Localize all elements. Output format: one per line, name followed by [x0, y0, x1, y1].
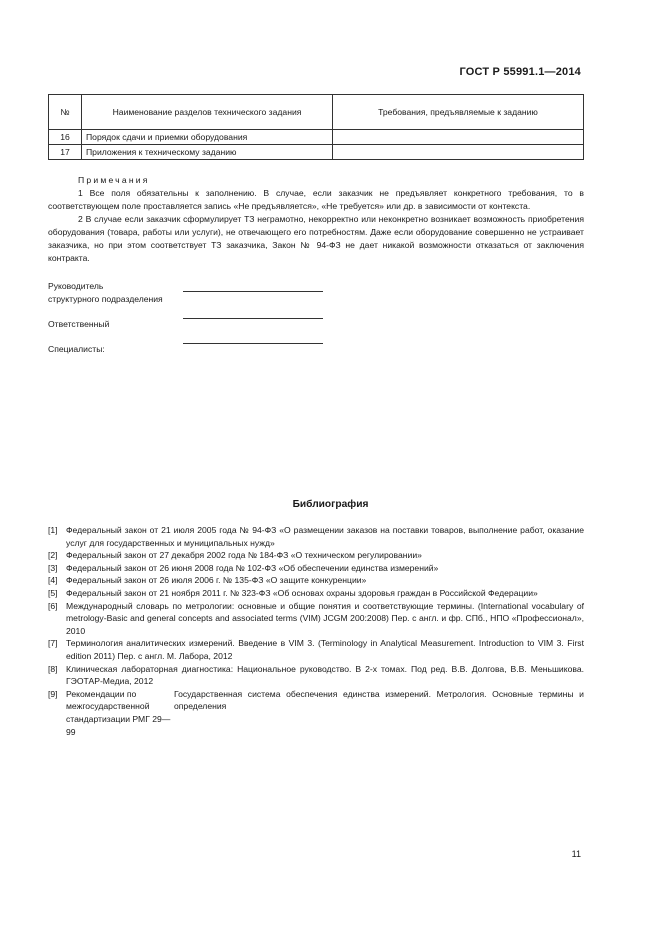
head-label-line2: структурного подразделения: [48, 294, 163, 304]
table-row: [49, 145, 584, 160]
bibliography-item: [48, 524, 584, 549]
bibliography-item-text: Федеральный закон от 21 ноября 2011 г. № 323-ФЗ «Об основах охраны здоровья граждан в Российской Федерации»: [66, 587, 538, 598]
bibliography-item-number: [8]: [48, 663, 58, 674]
bibliography-item: [48, 549, 584, 562]
row-requirements: [333, 145, 584, 160]
bibliography-item-text: Клиническая лабораторная диагностика: Национальное руководство. В 2-х томах. Под ред. В.В. Долгова, В.В. Меньшикова. ГЭОТАР-Медиа, 2012: [66, 663, 584, 687]
bibliography-item-number: [6]: [48, 600, 58, 611]
bibliography-item-number: [5]: [48, 587, 58, 598]
bibliography-item-text: Федеральный закон от 27 декабря 2002 года № 184-ФЗ «О техническом регулировании»: [66, 550, 422, 561]
column-header-requirements: Требования, предъявляемые к заданию: [333, 95, 584, 130]
requirements-table: [48, 94, 584, 160]
note-item: 2 В случае если заказчик сформулирует ТЗ неграмотно, некорректно или неконкретно возникает возможность приобретения оборудования (товара, работы или услуги), не отвечающего его потребностям. Даже если оборудование совершенно не устраивает заказчика, но при этом соответствует ТЗ заказчика, Закон № 94-ФЗ не дает никакой возможности отказаться от заключения контракта.: [48, 214, 584, 263]
bibliography-item: [48, 562, 584, 575]
bibliography-list: [48, 524, 584, 738]
bibliography-item-text: Федеральный закон от 21 июля 2005 года № 94-ФЗ «О размещении заказов на поставки товаров, выполнение работ, оказание услуг для государственных и муниципальных нужд»: [66, 525, 584, 548]
signature-line-specialists: [183, 343, 323, 344]
column-header-number: №: [49, 95, 82, 130]
document-code: ГОСТ Р 55991.1—2014: [459, 66, 581, 78]
bibliography-item-number: [9]: [48, 688, 58, 699]
bibliography-item-text: Государственная система обеспечения единства измерений. Метрология. Основные термины и определения: [174, 688, 584, 712]
bibliography-item-text: Терминология аналитических измерений. Введение в VIM 3. (Terminology in Analytical Measurement. Introduction to VIM 3. First edition 2011) Пер. с англ. М. Лабора, 2012: [66, 638, 584, 661]
notes-block: [48, 174, 584, 265]
bibliography-item-number: [7]: [48, 638, 58, 649]
notes-title: Примечания: [78, 175, 150, 185]
row-number: 16: [49, 130, 82, 145]
signature-line-responsible: [183, 318, 323, 319]
bibliography-item: [48, 688, 584, 738]
bibliography-item-text: Международный словарь по метрологии: основные и общие понятия и соответствующие термины. (International vocabulary of metrology-Basic and general concepts and associated terms (VIM) JCGM 200:2008) Пер. с англ. и фр. СПб., НПО «Профессионал», 2010: [66, 600, 584, 636]
table-header-row: [49, 95, 584, 130]
bibliography-item-source: Рекомендации по межгосударственной стандартизации РМГ 29—99: [66, 688, 171, 737]
signature-responsible-label: Ответственный: [48, 319, 110, 329]
bibliography-item-text: Федеральный закон от 26 июня 2008 года № 102-ФЗ «Об обеспечении единства измерений»: [66, 562, 439, 573]
signature-head-label: [48, 280, 163, 306]
column-header-section: Наименование разделов технического задания: [82, 95, 333, 130]
bibliography-item-number: [2]: [48, 550, 58, 561]
bibliography-title: Библиография: [292, 499, 369, 510]
bibliography-item-number: [4]: [48, 575, 58, 586]
row-section-name: Приложения к техническому заданию: [82, 145, 333, 160]
bibliography-item: [48, 663, 584, 688]
bibliography-item: [48, 587, 584, 600]
bibliography-item: [48, 574, 584, 587]
head-label-line1: Руководитель: [48, 281, 104, 291]
bibliography-item-number: [1]: [48, 525, 58, 535]
bibliography-item: [48, 637, 584, 662]
note-item: 1 Все поля обязательны к заполнению. В случае, если заказчик не предъявляет конкретного требования, то в соответствующем поле проставляется запись «Не предъявляется», «Не требуется» или др. в зависимости от контекста.: [48, 188, 584, 211]
signature-line-head: [183, 291, 323, 292]
row-requirements: [333, 130, 584, 145]
signature-specialists-label: Специалисты:: [48, 344, 105, 354]
bibliography-item: [48, 600, 584, 638]
row-number: 17: [49, 145, 82, 160]
bibliography-item-text: Федеральный закон от 26 июля 2006 г. № 135-ФЗ «О защите конкуренции»: [66, 575, 367, 586]
table-row: [49, 130, 584, 145]
row-section-name: Порядок сдачи и приемки оборудования: [82, 130, 333, 145]
bibliography-item-number: [3]: [48, 562, 58, 573]
page-number: 11: [571, 849, 581, 859]
